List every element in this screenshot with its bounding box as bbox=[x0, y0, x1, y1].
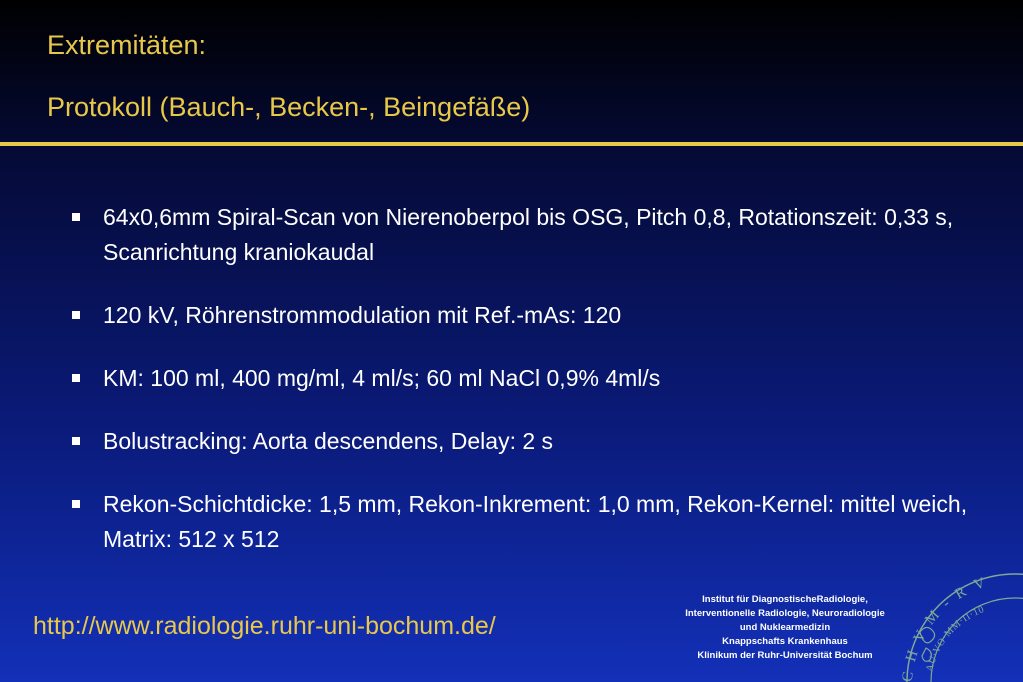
title-divider bbox=[0, 142, 1023, 146]
square-bullet-icon bbox=[72, 213, 80, 221]
institute-line: Klinikum der Ruhr-Universität Bochum bbox=[697, 650, 873, 661]
bullet-text: 120 kV, Röhrenstrommodulation mit Ref.-mAs: 120 bbox=[103, 302, 622, 328]
university-seal-logo bbox=[900, 572, 1023, 682]
institute-line: Interventionelle Radiologie, Neuroradiologie bbox=[685, 608, 885, 619]
bullet-list bbox=[70, 200, 990, 585]
bullet-item bbox=[70, 200, 990, 270]
slide-title-line-2: Protokoll (Bauch-, Becken-, Beingefäße) bbox=[47, 92, 531, 122]
bullet-text: Bolustracking: Aorta descendens, Delay: 2 s bbox=[103, 428, 554, 454]
bullet-item bbox=[70, 424, 990, 459]
bullet-text: 64x0,6mm Spiral-Scan von Nierenoberpol bis OSG, Pitch 0,8, Rotationszeit: 0,33 s, Scanrichtung kraniokaudal bbox=[103, 204, 954, 265]
institute-line: Knappschafts Krankenhaus bbox=[722, 636, 848, 647]
square-bullet-icon bbox=[72, 500, 80, 508]
square-bullet-icon bbox=[72, 374, 80, 382]
square-bullet-icon bbox=[72, 437, 80, 445]
institute-info bbox=[670, 593, 900, 663]
bullet-text: KM: 100 ml, 400 mg/ml, 4 ml/s; 60 ml NaCl 0,9% 4ml/s bbox=[103, 365, 661, 391]
slide-title-line-1: Extremitäten: bbox=[47, 30, 207, 60]
institute-line: Institut für DiagnostischeRadiologie, bbox=[702, 594, 868, 605]
bullet-item bbox=[70, 298, 990, 333]
seal-outer-text: C H V M - R V bbox=[900, 574, 991, 682]
bullet-item bbox=[70, 361, 990, 396]
bullet-text: Rekon-Schichtdicke: 1,5 mm, Rekon-Inkrement: 1,0 mm, Rekon-Kernel: mittel weich, Matrix: 512 x 512 bbox=[103, 491, 968, 552]
seal-inner-text: AU·VO·MM·II·10 bbox=[924, 604, 986, 673]
square-bullet-icon bbox=[72, 311, 80, 319]
svg-text:C H V M - R V bbox=[900, 574, 990, 682]
bullet-item bbox=[70, 487, 990, 557]
website-link[interactable]: http://www.radiologie.ruhr-uni-bochum.de/ bbox=[33, 612, 496, 640]
institute-line: und Nuklearmedizin bbox=[739, 622, 831, 633]
